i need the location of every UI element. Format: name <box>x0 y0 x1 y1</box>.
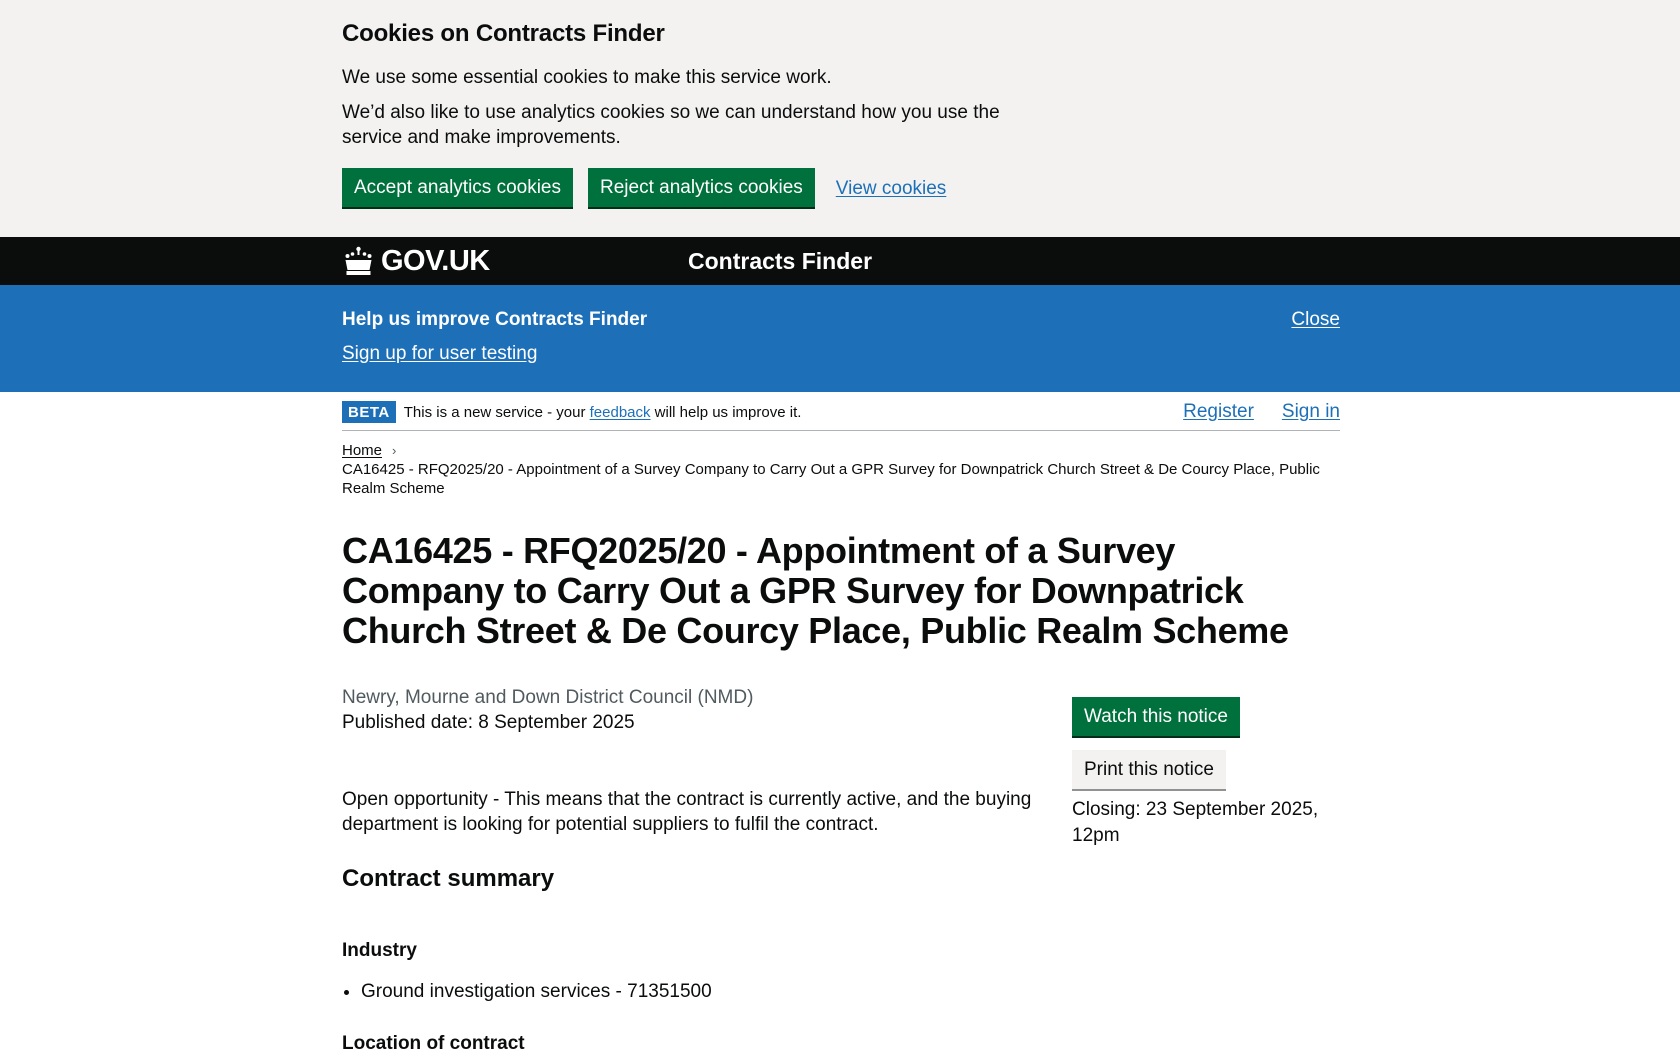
notice-main-column <box>342 685 1072 1050</box>
view-cookies-link[interactable]: View cookies <box>835 178 947 199</box>
user-research-title: Help us improve Contracts Finder <box>342 309 648 330</box>
phase-banner <box>342 392 1340 431</box>
print-notice-button[interactable]: Print this notice <box>1072 750 1226 789</box>
service-name-link[interactable]: Contracts Finder <box>688 247 873 274</box>
user-testing-signup-link[interactable]: Sign up for user testing <box>342 343 538 364</box>
industry-heading: Industry <box>342 940 417 961</box>
account-links <box>1183 401 1340 423</box>
beta-tag: BETA <box>342 401 396 423</box>
crown-icon <box>342 246 375 276</box>
notice-layout <box>342 685 1340 1050</box>
cookie-banner-title: Cookies on Contracts Finder <box>342 20 665 47</box>
user-research-banner <box>0 285 1680 392</box>
cookie-banner-text-essential: We use some essential cookies to make this service work. <box>342 67 832 88</box>
notice-status-text: Open opportunity - This means that the contract is currently active, and the buying department is looking for potential suppliers to fulfil the contract. <box>342 789 1032 835</box>
organisation-name: Newry, Mourne and Down District Council (NMD) <box>342 687 754 708</box>
accept-cookies-button[interactable]: Accept analytics cookies <box>342 168 573 207</box>
cookie-banner-text-analytics: We’d also like to use analytics cookies so we can understand how you use the service and make improvements. <box>342 102 1000 148</box>
watch-notice-button[interactable]: Watch this notice <box>1072 697 1240 736</box>
cookie-banner <box>0 0 1680 237</box>
register-link[interactable]: Register <box>1183 401 1254 422</box>
published-date: Published date: 8 September 2025 <box>342 712 635 733</box>
close-banner-link[interactable]: Close <box>1291 309 1340 330</box>
notice-sidebar <box>1072 685 1340 1050</box>
closing-date: Closing: 23 September 2025, 12pm <box>1072 799 1319 846</box>
breadcrumb-home-link[interactable]: Home <box>342 442 383 459</box>
contract-summary-heading: Contract summary <box>342 865 555 892</box>
breadcrumb <box>342 441 1340 498</box>
industry-list <box>342 981 1072 1003</box>
phase-banner-text <box>404 404 802 421</box>
chevron-right-icon: › <box>392 443 397 458</box>
phase-text-before: This is a new service - your <box>403 403 590 421</box>
govuk-logo-text: GOV.UK <box>381 244 490 277</box>
main-container <box>342 392 1340 1050</box>
govuk-logo-link[interactable] <box>342 245 688 278</box>
feedback-link[interactable]: feedback <box>589 403 651 421</box>
sign-in-link[interactable]: Sign in <box>1281 401 1340 422</box>
location-heading: Location of contract <box>342 1033 525 1050</box>
list-item: • Ground investigation services - 71351500 <box>361 981 1072 1003</box>
cookie-actions <box>342 168 1340 207</box>
breadcrumb-current: CA16425 - RFQ2025/20 - Appointment of a Survey Company to Carry Out a GPR Survey for Downpatrick Church Street & De Courcy Place, Public Realm Scheme <box>342 461 1320 497</box>
page-title: CA16425 - RFQ2025/20 - Appointment of a Survey Company to Carry Out a GPR Survey for Downpatrick Church Street & De Courcy Place, Public Realm Scheme <box>342 530 1289 651</box>
reject-cookies-button[interactable]: Reject analytics cookies <box>588 168 815 207</box>
phase-text-after: will help us improve it. <box>650 403 802 421</box>
site-header <box>0 237 1680 285</box>
